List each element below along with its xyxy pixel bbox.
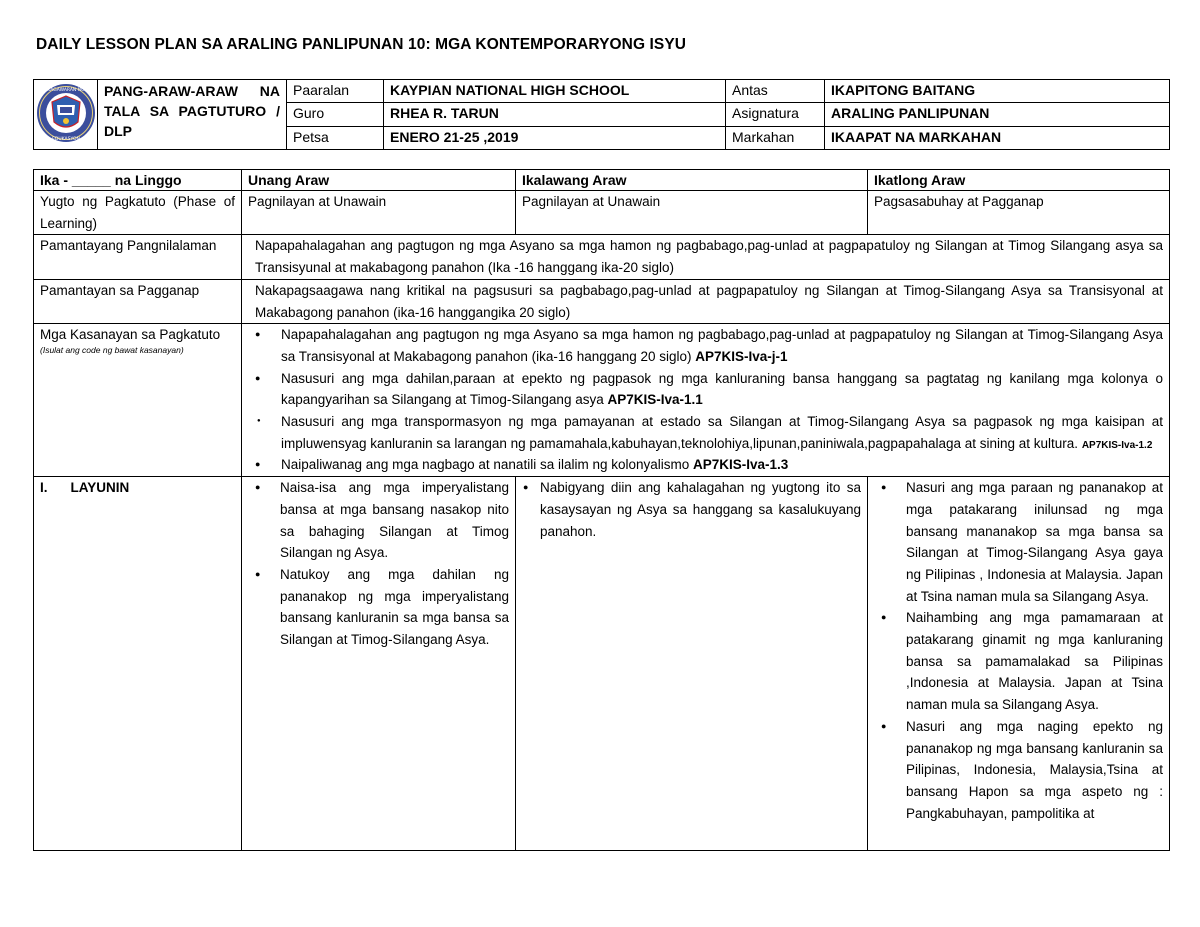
yugto-day2: Pagnilayan at Unawain (516, 191, 868, 235)
list-item-text: Napapahalagahan ang pagtugon ng mga Asyano sa mga hamon ng pagbabago,pag-unlad at pagpapatuloy ng Silangan at Timog-Silangang Asya sa Transisyonal at Makabagong panahon (ika-16 hanggang 20 siglo) (281, 327, 1163, 364)
svg-text:KAGAWARAN NG: KAGAWARAN NG (46, 88, 85, 93)
layunin-day2 (516, 477, 868, 851)
row-label-pagganap: Pamantayan sa Pagganap (34, 279, 242, 323)
list-item-text: Nasusuri ang mga dahilan,paraan at epekto ng pagpasok ng mga kanluraning bansa hanggang sa pagtatag ng kanilang mga kolonya o kapangyarihan sa Silangang at Timog-Silangang asya (281, 370, 1163, 408)
header-label: Asignatura (726, 103, 825, 126)
list-item-text: Naipaliwanag ang mga nagbago at nanatili sa ilalim ng kolonyalismo (281, 457, 694, 473)
header-label: Paaralan (287, 80, 384, 103)
list-item (248, 324, 1163, 367)
header-value: RHEA R. TARUN (384, 103, 726, 126)
list-item (248, 411, 1163, 454)
kasanayan-list (248, 324, 1163, 476)
lesson-plan-table (33, 169, 1170, 851)
competency-code: AP7KIS-Iva-1.2 (1081, 439, 1153, 451)
header-value: ARALING PANLIPUNAN (825, 103, 1170, 126)
kasanayan-label: Mga Kasanayan sa Pagkatuto (40, 327, 221, 343)
header-label: Petsa (287, 126, 384, 149)
column-header: Ikalawang Araw (516, 170, 868, 191)
layunin-day3 (868, 477, 1170, 851)
list-item: ● Nasuri ang mga naging epekto ng pananakop ng mga bansang kanluranin sa Pilipinas, Indonesia, Malaysia,Tsina at bansang Hapon sa mga aspeto ng : Pangkabuhayan, pampolitika at (874, 716, 1163, 825)
column-header: Ika - _____ na Linggo (34, 170, 242, 191)
header-table (33, 79, 1170, 150)
layunin-day1 (242, 477, 516, 851)
list-item: ● Nabigyang diin ang kahalagahan ng yugtong ito sa kasaysayan ng Asya sa hanggang sa kasalukuyang panahon. (516, 477, 861, 542)
column-header: Ikatlong Araw (868, 170, 1170, 191)
row-label-layunin (34, 477, 242, 851)
header-value: ENERO 21-25 ,2019 (384, 126, 726, 149)
yugto-day1: Pagnilayan at Unawain (242, 191, 516, 235)
list-item: ● Natukoy ang mga dahilan ng pananakop ng mga imperyalistang bansang kanluranin sa mga bansa sa Silangan at Timog-Silangang Asya. (248, 564, 509, 651)
row-label-kasanayan (34, 324, 242, 477)
yugto-day3: Pagsasabuhay at Pagganap (868, 191, 1170, 235)
column-header: Unang Araw (242, 170, 516, 191)
header-label: Guro (287, 103, 384, 126)
pagganap-text: Nakapagsaagawa nang kritikal na pagsusuri sa pagbabago,pag-unlad at pagpapatuloy ng Silangan at Timog-Silangang Asya sa Transisyonal at Makabagong panahon (ika-16 hanggangika 20 siglo) (242, 279, 1170, 323)
svg-text:EDUKASYON: EDUKASYON (51, 137, 80, 142)
page-title: DAILY LESSON PLAN SA ARALING PANLIPUNAN 10: MGA KONTEMPORARYONG ISYU (36, 36, 687, 53)
list-item: ● Naihambing ang mga pamamaraan at patakarang ginamit ng mga kanluraning bansa sa pamamalakad sa Pilipinas ,Indonesia at Malaysia. Japan at Tsina naman mula sa Silangang Asya. (874, 607, 1163, 716)
list-item: ● Naisa-isa ang mga imperyalistang bansa at mga bansang nasakop nito sa bahaging Silangan at Timog Silangan ng Asya. (248, 477, 509, 564)
deped-seal-logo (34, 80, 98, 150)
kasanayan-list-cell (242, 324, 1170, 477)
header-value: IKAPITONG BAITANG (825, 80, 1170, 103)
competency-code: AP7KIS-Iva-1.3 (693, 457, 789, 473)
header-value: IKAAPAT NA MARKAHAN (825, 126, 1170, 149)
layunin-number: I. (40, 480, 48, 496)
row-label-pangnilalaman: Pamantayang Pangnilalaman (34, 235, 242, 279)
list-item (248, 454, 1163, 476)
header-value: KAYPIAN NATIONAL HIGH SCHOOL (384, 80, 726, 103)
kasanayan-sublabel: (Isulat ang code ng bawat kasanayan) (40, 344, 184, 355)
dlp-title: PANG-ARAW-ARAW NA TALA SA PAGTUTURO / DLP (98, 80, 287, 150)
list-item: ● Nasuri ang mga paraan ng pananakop at mga patakarang inilunsad ng mga bansang mananakop sa mga bansa sa Silangan at Timog-Silangang Asya gaya ng Pilipinas , Indonesia at Malaysia. Japan at Tsina naman mula sa Silangang Asya. (874, 477, 1163, 607)
header-label: Markahan (726, 126, 825, 149)
row-label-yugto: Yugto ng Pagkatuto (Phase of Learning) (34, 191, 242, 235)
competency-code: AP7KIS-Iva-1.1 (607, 392, 703, 408)
list-item-text: Nasusuri ang mga transpormasyon ng mga pamayanan at estado sa Silangan at Timog-Silangang Asya sa pagpasok ng mga kaisipan at impluwensyag kanluranin sa larangan ng pamamahala,kabuhayan,teknolohiya,lipunan,paniniwala,pagpapahalaga at sining at kultura. (281, 414, 1163, 451)
seal-icon (36, 82, 96, 144)
list-item (248, 368, 1163, 411)
layunin-label: LAYUNIN (70, 480, 130, 496)
competency-code: AP7KIS-Iva-j-1 (695, 348, 788, 364)
pangnilalaman-text: Napapahalagahan ang pagtugon ng mga Asyano sa mga hamon ng pagbabago,pag-unlad at pagpapatuloy ng Silangan at Timog Silangang asya sa Transisyunal at makabagong panahon (Ika -16 hanggang ika-20 siglo) (242, 235, 1170, 279)
header-label: Antas (726, 80, 825, 103)
